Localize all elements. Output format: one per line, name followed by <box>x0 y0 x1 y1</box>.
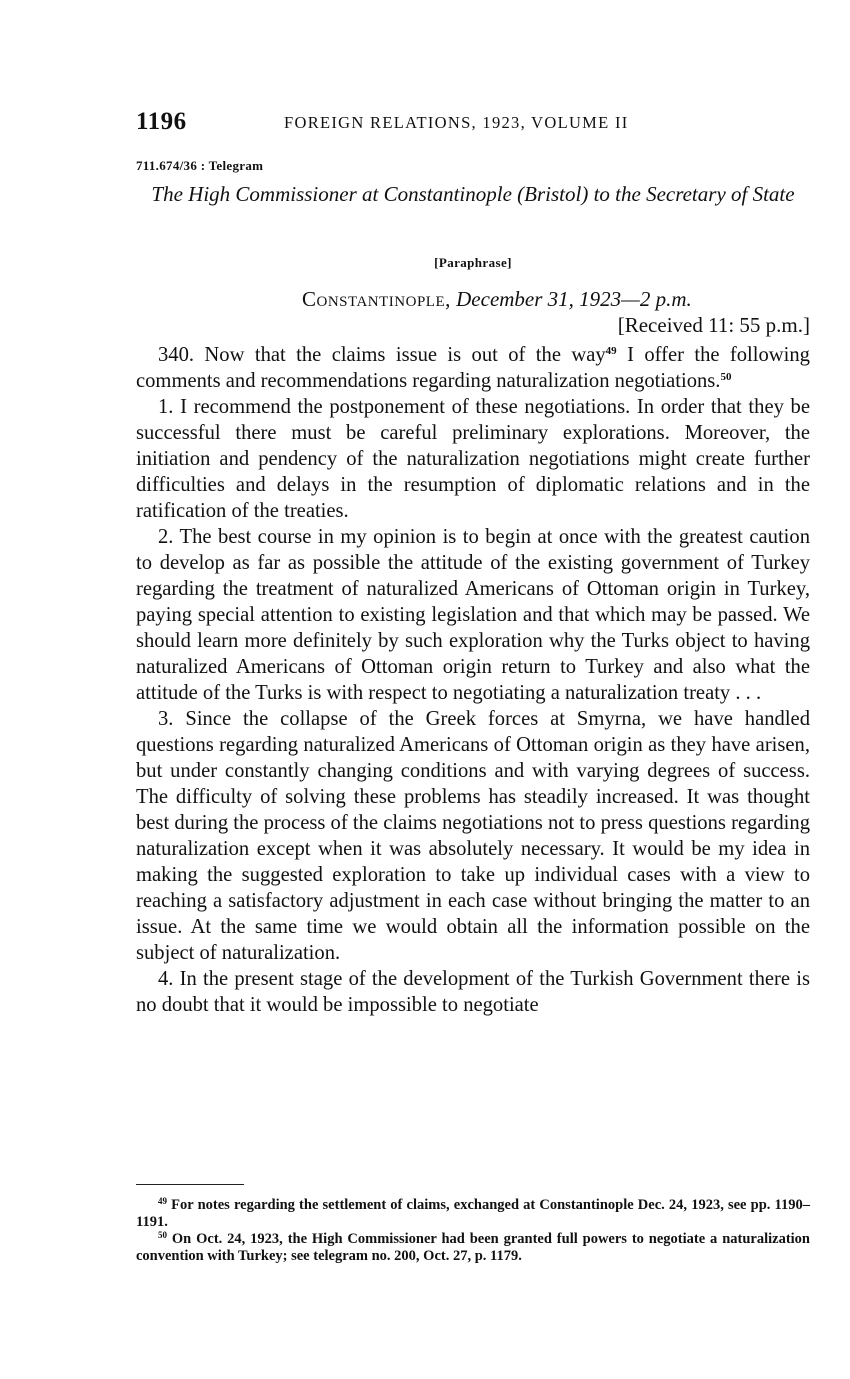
body-paragraph-4: 4. In the present stage of the development of the Turkish Government there is no doubt that it would be impossible to negotiate <box>136 968 810 1016</box>
telegram-body <box>136 342 810 1018</box>
document-title: The High Commissioner at Constantinople (Bristol) to the Secretary of State <box>151 182 795 206</box>
dateline-date: December 31, 1923—2 p.m. <box>456 287 692 311</box>
file-reference: 711.674/36 : Telegram <box>136 158 264 173</box>
intro-text: 340. Now that the claims issue is out of the way <box>158 344 606 366</box>
footnote-text-49: For notes regarding the settlement of claims, exchanged at Constantinople Dec. 24, 1923, see pp. 1190–1191. <box>136 1197 810 1230</box>
footnote-ref-50: 50 <box>720 371 732 383</box>
footnote-50 <box>136 1231 810 1265</box>
body-paragraph-1: 1. I recommend the postponement of these negotiations. In order that they be successful there must be careful preliminary explorations. Moreover, the initiation and pendency of the naturalization negotiations might create further difficulties and delays in the resumption of diplomatic relations and in the ratification of the treaties. <box>136 396 810 522</box>
body-paragraph-2: 2. The best course in my opinion is to begin at once with the greatest caution to develop as far as possible the attitude of the existing government of Turkey regarding the treatment of naturalized Americans of Ottoman origin in Turkey, paying special attention to existing legislation and that which may be passed. We should learn more definitely by such exploration why the Turks object to having naturalized Americans of Ottoman origin return to Turkey and also what the attitude of the Turks is with respect to negotiating a naturalization treaty . . . <box>136 526 810 704</box>
running-head <box>136 108 810 142</box>
volume-title: FOREIGN RELATIONS, 1923, VOLUME II <box>284 113 629 132</box>
footnote-marker-50: 50 <box>158 1230 167 1240</box>
page-number: 1196 <box>136 108 187 135</box>
footnote-text-50: On Oct. 24, 1923, the High Commissioner had been granted full powers to negotiate a naturalization convention with Turkey; see telegram no. 200, Oct. 27, p. 1179. <box>136 1231 810 1264</box>
body-paragraph-3: 3. Since the collapse of the Greek forces at Smyrna, we have handled questions regarding naturalized Americans of Ottoman origin as they have arisen, but under constantly changing conditions and with varying degrees of success. The difficulty of solving these problems has steadily increased. It was thought best during the process of the claims negotiations not to press questions regarding naturalization except when it was absolutely necessary. It would be my idea in making the suggested exploration to take up individual cases with a view to reaching a satisfactory adjustment in each case without bringing the matter to an issue. At the same time we would obtain all the information possible on the subject of naturalization. <box>136 708 810 964</box>
dateline-place-date <box>136 286 810 312</box>
paraphrase-label: [Paraphrase] <box>434 255 512 270</box>
footnote-marker-49: 49 <box>158 1196 167 1206</box>
dateline-place: Constantinople, <box>302 287 451 311</box>
dateline <box>136 286 810 338</box>
footnote-49 <box>136 1197 810 1231</box>
footnote-ref-49: 49 <box>605 345 617 357</box>
body-paragraph-intro <box>136 342 810 394</box>
intro-text-continued: I offer the following comments and recommendations regarding naturalization negotiations. <box>136 344 810 392</box>
received-time: [Received 11: 55 p.m.] <box>617 313 810 337</box>
footnote-divider <box>136 1184 244 1185</box>
footnotes <box>136 1197 810 1265</box>
